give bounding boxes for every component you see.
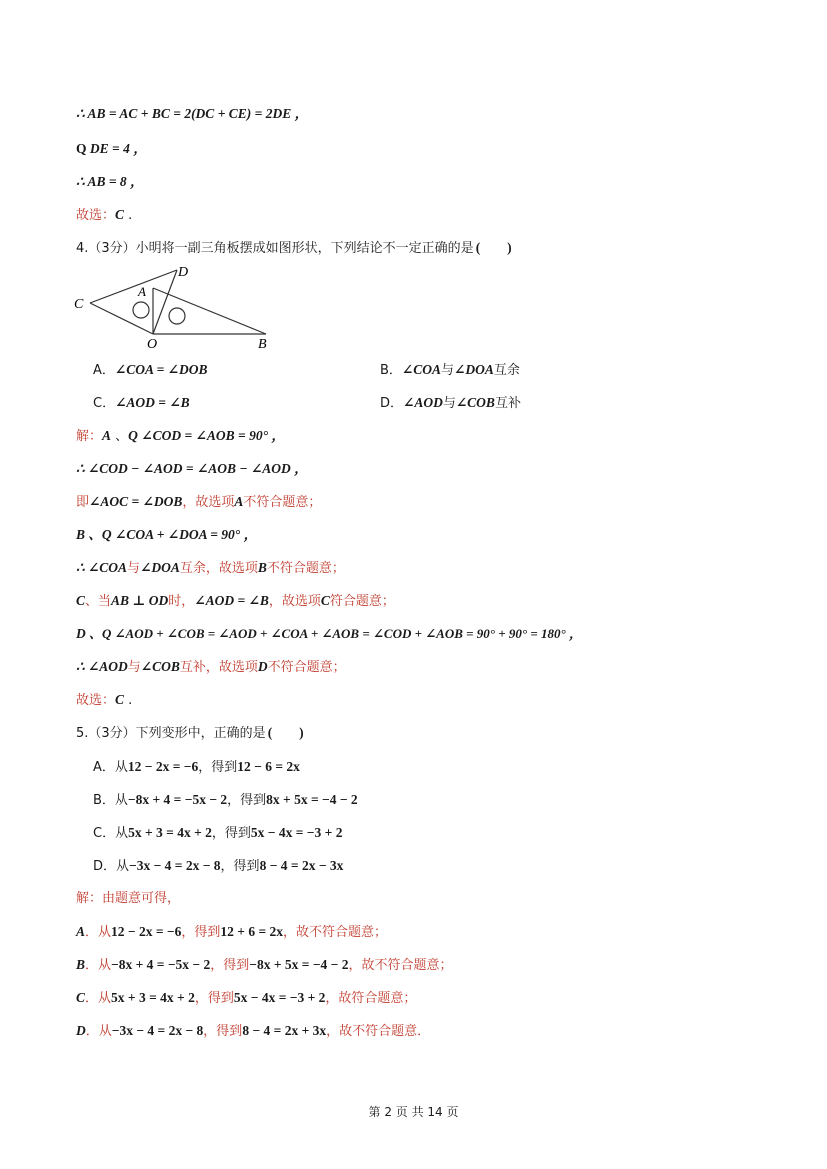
math-expression: ∴ AB = 8 ， [76, 174, 144, 189]
solution-line [76, 955, 453, 976]
solution-text: 与 [127, 660, 141, 675]
answer-prefix: 故选： [76, 693, 116, 708]
solution-line [76, 889, 180, 909]
solution-text: ，故选项 [268, 594, 321, 609]
solution-text: 时， [168, 594, 195, 609]
question-text: 5.（3分）下列变形中，正确的是 [76, 726, 266, 741]
math-expression: 5x − 4x = −3 + 2 [233, 990, 326, 1005]
option-ref: C [76, 990, 86, 1005]
solution-line [76, 624, 582, 645]
solution-text: ．从 [85, 958, 112, 973]
math-expression: Q ∠COD = ∠AOB = 90° ， [128, 428, 285, 443]
math-expression: 12 − 6 = 2x [237, 759, 300, 774]
option-label: B． [380, 363, 402, 378]
option-a [93, 757, 300, 778]
math-expression: 12 + 6 = 2x [220, 924, 284, 939]
solution-line [76, 492, 321, 513]
solution-text: ，得到 [210, 958, 250, 973]
answer-choice: C [115, 692, 125, 707]
answer-end: . [124, 693, 133, 708]
math-expression: ∠AOD = ∠B [194, 593, 269, 608]
solution-label: 解： [76, 429, 103, 444]
option-ref: D [257, 659, 268, 674]
solution-text: ，得到 [203, 1024, 243, 1039]
separator: 、 [111, 429, 129, 444]
math-expression: −3x − 4 = 2x − 8 [111, 1023, 204, 1038]
option-ref: B [257, 560, 267, 575]
option-c [93, 393, 190, 414]
option-text: 互补 [494, 396, 521, 411]
solution-text: ．从 [85, 925, 112, 940]
math-expression: 8 − 4 = 2x − 3x [259, 858, 344, 873]
math-expression: 、Q ∠AOD + ∠COB = ∠AOD + ∠COA + ∠AOB = ∠COD + ∠AOB = 90° + 90° = 180° ， [85, 626, 582, 641]
option-label: A．从 [93, 760, 128, 775]
option-ref: A [234, 494, 244, 509]
solution-text: ，得到 [181, 925, 221, 940]
option-text: 互余 [493, 363, 520, 378]
option-d [380, 393, 521, 414]
label-a: A [138, 284, 146, 299]
option-text: 与 [441, 363, 455, 378]
math-expression: ∠COA [401, 362, 441, 377]
label-o: O [147, 337, 158, 352]
solution-line [76, 525, 257, 546]
answer-prefix: 故选： [76, 208, 116, 223]
label-c: C [74, 297, 84, 312]
page-footer: 第 2 页 共 14 页 [368, 1105, 459, 1119]
option-c [93, 823, 342, 844]
solution-text: 互余，故选项 [179, 561, 258, 576]
solution-text: 与 [127, 561, 141, 576]
option-ref: B [76, 527, 86, 542]
solution-line [76, 139, 147, 160]
solution-text: ．从 [85, 1024, 112, 1039]
math-expression: ∴ ∠COA [76, 560, 128, 575]
solution-text: ．从 [85, 991, 112, 1006]
answer-paren: ( ) [267, 725, 304, 740]
solution-text: 不符合题意； [266, 561, 345, 576]
answer-line [76, 690, 132, 711]
option-ref: D [76, 626, 86, 641]
option-text: ，得到 [211, 826, 251, 841]
solution-text: 、当 [85, 594, 112, 609]
math-expression: −8x + 4 = −5x − 2 [127, 792, 228, 807]
solution-text: ，得到 [194, 991, 234, 1006]
solution-line [76, 922, 387, 943]
option-ref: C [76, 593, 86, 608]
solution-text: 符合题意； [329, 594, 395, 609]
math-expression: ∴ AB = AC + BC = 2(DC + CE) = 2DE ， [76, 106, 309, 121]
math-expression: 5x − 4x = −3 + 2 [250, 825, 343, 840]
math-expression: ∴ ∠COD − ∠AOD = ∠AOB − ∠AOD ， [76, 461, 308, 476]
circle-right [169, 308, 185, 324]
solution-text: ，故选项 [182, 495, 235, 510]
solution-label: 解：由题意可得， [76, 891, 181, 906]
option-label: B．从 [93, 793, 128, 808]
math-expression: −8x + 5x = −4 − 2 [249, 957, 349, 972]
solution-line [76, 459, 308, 480]
answer-end: . [124, 208, 133, 223]
question-5-stem [76, 723, 304, 744]
math-expression: ∠DOA [454, 362, 494, 377]
option-a [93, 360, 208, 381]
math-expression: ∠COB [140, 659, 180, 674]
question-4-stem [76, 238, 512, 259]
math-expression: 12 − 2x = −6 [127, 759, 199, 774]
solution-text: ，故不符合题意． [326, 1024, 431, 1039]
math-expression: ∠AOD [403, 395, 443, 410]
solution-line [76, 426, 285, 447]
math-expression: 8 − 4 = 2x + 3x [242, 1023, 327, 1038]
math-expression: 5x + 3 = 4x + 2 [128, 825, 212, 840]
solution-text: 即 [76, 495, 90, 510]
option-d [93, 856, 343, 877]
solution-line [76, 1021, 430, 1042]
math-expression: ∴ ∠AOD [76, 659, 128, 674]
label-d: D [178, 265, 189, 280]
math-expression: ∠DOA [140, 560, 180, 575]
math-expression: −3x − 4 = 2x − 8 [129, 858, 221, 873]
solution-line [76, 104, 308, 125]
solution-text: 不符合题意； [267, 660, 346, 675]
because-symbol: Q [76, 141, 87, 156]
math-expression: 5x + 3 = 4x + 2 [111, 990, 195, 1005]
segment-co [90, 303, 153, 334]
solution-text: ，故不符合题意； [283, 925, 388, 940]
option-label: D．从 [93, 859, 130, 874]
option-text: ，得到 [227, 793, 267, 808]
math-expression: 8x + 5x = −4 − 2 [266, 792, 358, 807]
solution-text: ，故不符合题意； [348, 958, 453, 973]
option-text: 与 [442, 396, 456, 411]
option-ref: B [76, 957, 86, 972]
option-label: A． [93, 363, 115, 378]
math-expression: DE = 4 ， [86, 141, 147, 156]
answer-paren: ( ) [475, 240, 512, 255]
option-ref: A [76, 924, 86, 939]
math-expression: ∠AOC = ∠DOB [89, 494, 183, 509]
solution-text: 不符合题意； [243, 495, 322, 510]
option-label: D． [380, 396, 404, 411]
label-b: B [258, 337, 267, 352]
math-expression: 12 − 2x = −6 [111, 924, 182, 939]
option-b [93, 790, 358, 811]
solution-text: 互补，故选项 [179, 660, 258, 675]
solution-line [76, 988, 416, 1009]
option-ref: D [76, 1023, 86, 1038]
solution-line [76, 657, 346, 678]
math-expression: 、Q ∠COA + ∠DOA = 90° ， [85, 527, 258, 542]
option-label: C．从 [93, 826, 129, 841]
math-expression: −8x + 4 = −5x − 2 [111, 957, 211, 972]
option-ref: C [320, 593, 330, 608]
circle-left [133, 302, 149, 318]
answer-line [76, 205, 132, 226]
answer-choice: C [115, 207, 125, 222]
solution-line [76, 558, 345, 579]
segment-ba [153, 288, 266, 334]
option-label: C． [93, 396, 116, 411]
solution-line [76, 172, 144, 193]
solution-line [76, 591, 395, 612]
segment-do [153, 270, 177, 334]
triangle-figure [72, 262, 278, 352]
option-b [380, 360, 520, 381]
math-expression: ∠AOD = ∠B [115, 395, 190, 410]
math-expression: AB ⊥ OD [111, 593, 169, 608]
option-text: ，得到 [220, 859, 260, 874]
option-ref: A [102, 428, 112, 443]
solution-text: ，故符合题意； [325, 991, 417, 1006]
math-expression: ∠COA = ∠DOB [114, 362, 208, 377]
segment-cd [90, 270, 177, 303]
math-expression: ∠COB [455, 395, 495, 410]
option-text: ，得到 [198, 760, 238, 775]
question-text: 4.（3分）小明将一副三角板摆成如图形状，下列结论不一定正确的是 [76, 241, 474, 256]
